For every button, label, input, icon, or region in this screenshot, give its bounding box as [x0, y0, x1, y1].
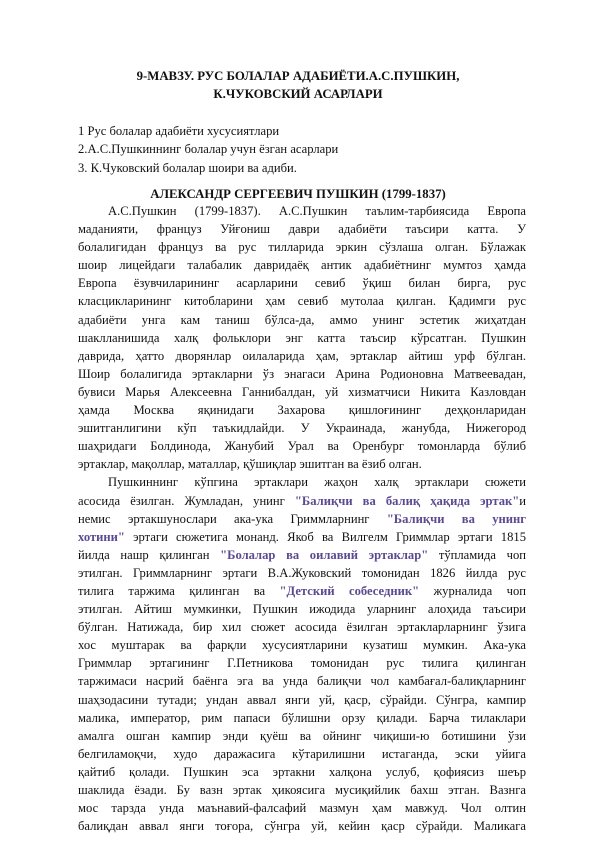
quoted-title: "Детский собеседник" [279, 583, 420, 598]
text-line: Пушкиннинг кўпгина эртаклари жаҳон халқ эртаклари сюжети [108, 475, 526, 490]
quoted-title: "Балиқчи ва балиқ ҳақида эртак" [294, 493, 520, 508]
topic-outline [78, 122, 538, 177]
text-line [78, 546, 526, 564]
section-heading: АЛЕКСАНДР СЕРГЕЕВИЧ ПУШКИН (1799-1837) [150, 187, 446, 201]
quoted-title: хотини" [78, 529, 125, 544]
text-line: шаҳридаги Болдинода, Жанубий Урал ва Оренбург томонларда бўлиб [78, 439, 526, 454]
text-line [78, 510, 526, 528]
outline-item-1: 1 Рус болалар адабиёти хусусиятлари [78, 124, 280, 138]
text-line: мос тарзда унда маънавий-фалсафий мазмун ҳам мавжуд. Чол олтин [78, 801, 526, 816]
text-span: журналида чоп [419, 583, 526, 598]
text-line: қайтиб қолади. Пушкин эса эртакни халқона услуб, қофиясиз шеър [78, 764, 526, 779]
text-line: бўлган. Натижада, бир хил сюжет асосида ёзилган эртакларларнинг ўзига [78, 620, 526, 635]
text-span: эртаги сюжетига монанд. Якоб ва Вилгелм Гриммлар эртаги 1815 [124, 529, 526, 544]
text-line: шоир лицейдаги талабалик давридаёқ антик адабиётнинг мумтоз ҳамда [78, 258, 526, 273]
outline-item-2: 2.А.С.Пушкиннинг болалар учун ёзган асарлари [78, 142, 339, 157]
quoted-title: "Балиқчи ва унинг [386, 511, 527, 526]
text-line: балиқдан аввал янги тоғора, сўнгра уй, кейин қаср сўрайди. Маликага [78, 819, 526, 834]
text-span: йилда нашр қилинган [78, 547, 221, 562]
title-line-1: 9-МАВЗУ. РУС БОЛАЛАР АДАБИЁТИ.А.С.ПУШКИН, [136, 69, 460, 83]
text-line: ҳамда Москва яқинидаги Захарова қишлоғининг деҳқонларидан [78, 403, 526, 418]
text-span: и [519, 493, 527, 508]
text-span: тўпламида чоп [428, 547, 526, 562]
text-line: эшитганлигини кўп таъкидлайди. У Украинада, жанубда, Нижегород [78, 421, 526, 436]
text-line: амалга ошган кампир энди қуёш ва ойнинг чиқиши-ю ботишини ўзи [78, 728, 526, 743]
text-line: А.С.Пушкин (1799-1837). А.С.Пушкин таълим-тарбиясида Европа [108, 204, 526, 218]
text-line: болалигидан француз ва рус тилларида эркин сўзлаша олган. Бўлажак [78, 240, 526, 255]
text-line: этилган. Гриммларнинг эртаги В.А.Жуковский томонидан 1826 йилда рус [78, 565, 526, 580]
text-line: Гриммлар эртагининг Г.Петникова томонидан рус тилига қилинган [78, 656, 526, 671]
text-line [78, 492, 526, 510]
text-line: шаклланишида халқ фольклори энг катта таъсир кўрсатган. Пушкин [78, 330, 526, 345]
text-line: этилган. Айтиш мумкинки, Пушкин ижодида уларнинг алоҳида таъсири [78, 602, 526, 617]
text-line: эртаклар, мақоллар, маталлар, қўшиқлар эшитган ва ёзиб олган. [78, 457, 422, 472]
page-title [60, 68, 536, 103]
text-line: малика, император, рим папаси бўлишни орзу қилади. Барча тилаклари [78, 710, 526, 725]
text-line [78, 528, 526, 546]
text-line: маданияти, француз Уйғониш даври адабиёти таъсири катта. У [78, 222, 526, 237]
title-line-2: К.ЧУКОВСКИЙ АСАРЛАРИ [213, 86, 383, 101]
text-line [78, 582, 526, 600]
text-span: немис эртакшунослари ака-ука Гриммларнинг [78, 511, 387, 526]
outline-item-3: 3. К.Чуковский болалар шоири ва адиби. [78, 160, 297, 175]
quoted-title: "Болалар ва оилавий эртаклар" [220, 547, 429, 562]
text-line: адабиёти унга кам таниш бўлса-да, аммо унинг эстетик жиҳатдан [78, 312, 526, 327]
text-line: Европа ёзувчиларининг асарларини севиб ўқиш билан бирга, рус [78, 276, 526, 291]
text-line: шаклида ёзади. Бу вазн эртак ҳикоясига мусиқийлик бахш этган. Вазнга [78, 783, 526, 797]
text-line: класцикларининг китобларини ҳам севиб мутолаа қилган. Қадимги рус [78, 294, 526, 309]
text-line: Шоир болалигида эртакларни ўз энагаси Арина Родионовна Матвеевадан, [78, 366, 526, 381]
text-line: белгиламоқчи, худо даражасига кўтарилишни истаганда, эски уйига [78, 746, 526, 761]
text-line: хос муштарак ва фарқли хусусиятларини кузатиш мумкин. Ака-ука [78, 638, 526, 653]
text-span: тилига таржима қилинган ва [78, 583, 280, 598]
text-line: даврида, ҳатто дворянлар оилаларида ҳам, эртаклар айтиш урф бўлган. [78, 348, 526, 363]
text-line: таржимаси насрий баёнга эга ва унда балиқчи чол камбағал-балиқларнинг [78, 674, 526, 689]
text-span: асосида ёзилган. Жумладан, унинг [78, 493, 295, 508]
body-text [78, 202, 526, 835]
text-line: шаҳзодасини тутади; ундан аввал янги уй, қаср, сўрайди. Сўнгра, кампир [78, 692, 526, 707]
text-line: бувиси Марья Алексеевна Ганнибалдан, уй хизматчиси Никита Казловдан [78, 384, 526, 399]
